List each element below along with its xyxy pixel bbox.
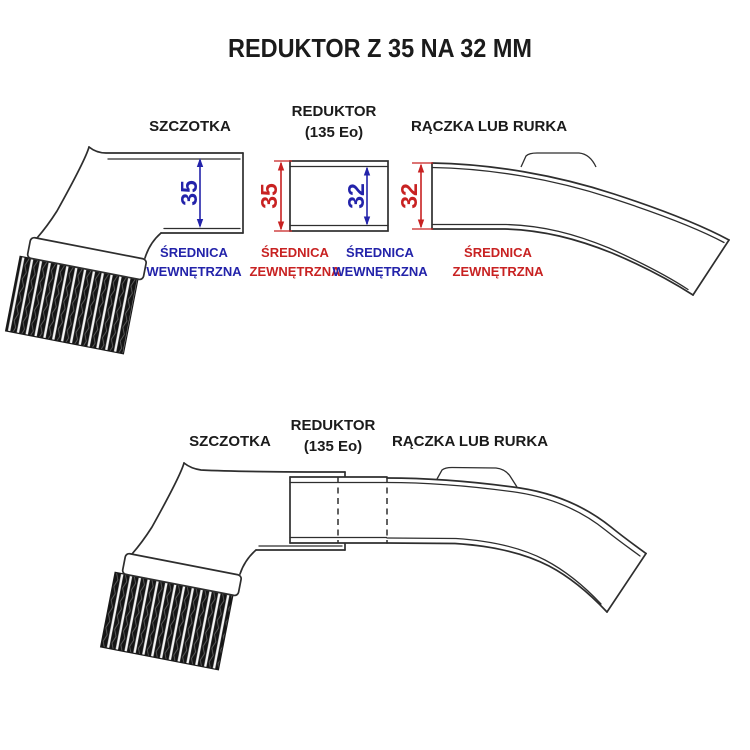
reducer-body	[290, 161, 388, 231]
label-brush: SZCZOTKA	[149, 118, 231, 135]
brush-tube-top-edge	[89, 147, 243, 153]
assembled-label-handle: RĄCZKA LUB RURKA	[391, 433, 549, 450]
brush-elbow-inner-edge	[145, 233, 161, 258]
assembled-brush-tube-top-edge	[184, 463, 345, 472]
assembled-view	[101, 417, 646, 670]
assembled-brush-elbow-inner-edge	[240, 550, 256, 574]
assembled-handle-drawing	[387, 468, 646, 613]
caption-reducer-outer-line1: ŚREDNICA	[261, 245, 329, 260]
dim-brush-inner	[176, 158, 203, 228]
caption-brush-inner-line2: WEWNĘTRZNA	[146, 264, 242, 279]
reducer-drawing	[290, 161, 388, 231]
dim-handle-outer-arrow-down	[418, 220, 424, 229]
dim-brush-inner-value: 35	[176, 180, 202, 206]
dim-reducer-inner-value: 32	[343, 183, 369, 209]
dim-handle-outer	[396, 163, 433, 229]
caption-reducer-inner-line2: WEWNĘTRZNA	[332, 264, 428, 279]
dim-handle-outer-value: 32	[396, 183, 422, 209]
handle-clip	[521, 153, 596, 167]
dim-reducer-outer-arrow-down	[278, 222, 284, 231]
label-handle: RĄCZKA LUB RURKA	[410, 118, 568, 135]
caption-handle-outer	[453, 245, 545, 279]
assembled-label-brush: SZCZOTKA	[189, 433, 271, 450]
caption-brush-inner	[146, 245, 242, 279]
assembled-brush-elbow-left-edge	[132, 463, 184, 554]
dim-reducer-outer-arrow-up	[278, 162, 284, 171]
label-reducer-line1: REDUKTOR	[291, 103, 377, 120]
exploded-view	[6, 103, 729, 354]
caption-reducer-outer-line2: ZEWNĘTRZNA	[249, 264, 341, 279]
dim-handle-outer-arrow-up	[418, 164, 424, 173]
caption-handle-outer-line1: ŚREDNICA	[464, 245, 532, 260]
caption-reducer-inner-line1: ŚREDNICA	[346, 245, 414, 260]
assembled-label-reducer-line1: REDUKTOR	[290, 417, 376, 434]
assembled-label-reducer-line2: (135 Eo)	[303, 438, 363, 455]
assembled-handle-body-fill	[387, 478, 646, 612]
caption-brush-inner-line1: ŚREDNICA	[160, 245, 228, 260]
dim-reducer-outer-value: 35	[256, 183, 282, 209]
caption-handle-outer-line2: ZEWNĘTRZNA	[452, 264, 544, 279]
caption-reducer-inner	[332, 245, 428, 279]
brush-elbow-left-edge	[37, 147, 89, 238]
page-title: REDUKTOR Z 35 NA 32 MM	[228, 33, 532, 63]
label-reducer-line2: (135 Eo)	[304, 124, 364, 141]
caption-reducer-outer	[250, 245, 342, 279]
dim-brush-inner-arrow-down	[197, 219, 203, 228]
dim-reducer-outer	[256, 161, 292, 231]
